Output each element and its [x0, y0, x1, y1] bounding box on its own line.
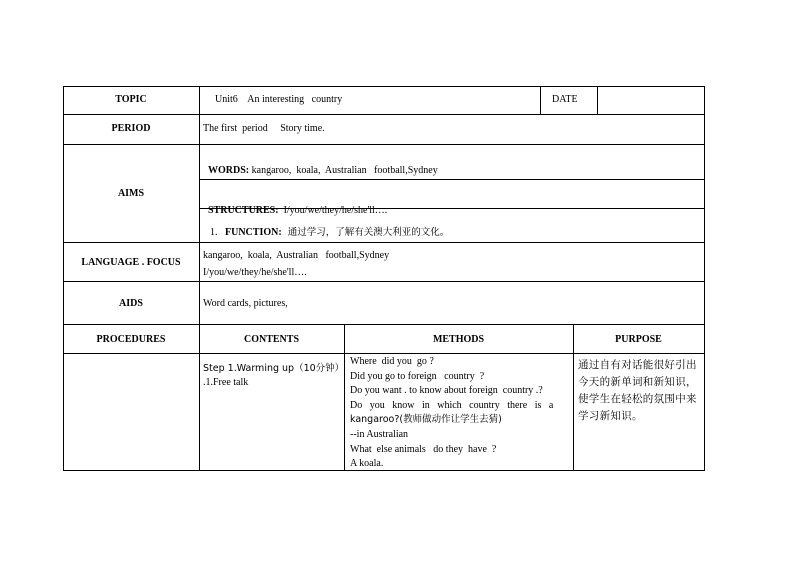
methods-line: Did you go to foreign country ? — [350, 370, 485, 382]
contents-cell — [203, 362, 344, 390]
contents-line: Step 1.Warming up（10分钟） — [203, 363, 345, 374]
topic-value: Unit6 An interesting country — [215, 94, 343, 105]
grid-line — [63, 114, 705, 115]
words-value: kangaroo, koala, Australian football,Sydney — [249, 165, 438, 176]
function-value: 通过学习，了解有关澳大利亚的文化。 — [281, 227, 450, 238]
purpose-cell: 通过自有对话能很好引出今天的新单词和新知识，使学生在轻松的氛围中来学习新知识。 — [578, 359, 697, 422]
words-label: WORDS: — [208, 165, 250, 176]
grid-line — [540, 86, 541, 115]
purpose-header: PURPOSE — [615, 334, 662, 345]
structures-value: I/you/we/they/he/she'll…. — [278, 205, 388, 216]
grid-line — [63, 86, 64, 471]
topic-label: TOPIC — [115, 94, 147, 105]
methods-line: What else animals do they have ? — [350, 443, 497, 455]
contents-line: .1.Free talk — [203, 377, 249, 388]
grid-line — [63, 86, 705, 87]
aims-words — [203, 150, 438, 178]
date-label: DATE — [552, 94, 578, 105]
procedures-header: PROCEDURES — [96, 334, 166, 345]
grid-line — [199, 86, 200, 471]
language-focus-line1: kangaroo, koala, Australian football,Sydney — [203, 250, 390, 261]
methods-line: Do you want . to know about foreign country .? — [350, 385, 543, 397]
methods-line: Do you know in which country there is a — [350, 399, 554, 411]
aims-function — [205, 212, 449, 240]
grid-line — [704, 86, 705, 471]
grid-line — [63, 353, 705, 354]
grid-line — [199, 179, 705, 180]
methods-line: kangaroo?(教师做动作让学生去猜) — [350, 414, 502, 426]
grid-line — [63, 281, 705, 282]
aims-label: AIMS — [117, 188, 145, 199]
language-focus-label: LANGUAGE . FOCUS — [81, 257, 181, 268]
methods-line: --in Australian — [350, 428, 409, 440]
function-number: 1. — [210, 227, 218, 238]
aids-label: AIDS — [119, 298, 143, 309]
language-focus-line2: I/you/we/they/he/she'll…. — [203, 267, 307, 278]
grid-line — [63, 144, 705, 145]
function-label: FUNCTION: — [225, 227, 282, 238]
grid-line — [597, 86, 598, 115]
structures-label: STRUCTURES: — [208, 205, 279, 216]
grid-line — [63, 324, 705, 325]
aids-value: Word cards, pictures, — [203, 298, 288, 309]
methods-line: Where did you go ? — [350, 356, 434, 367]
contents-header: CONTENTS — [243, 334, 299, 345]
grid-line — [63, 242, 705, 243]
methods-header: METHODS — [432, 334, 485, 345]
period-label: PERIOD — [111, 123, 151, 134]
methods-cell — [350, 355, 570, 472]
methods-line: A koala. — [350, 458, 384, 470]
period-value: The first period Story time. — [203, 123, 325, 134]
